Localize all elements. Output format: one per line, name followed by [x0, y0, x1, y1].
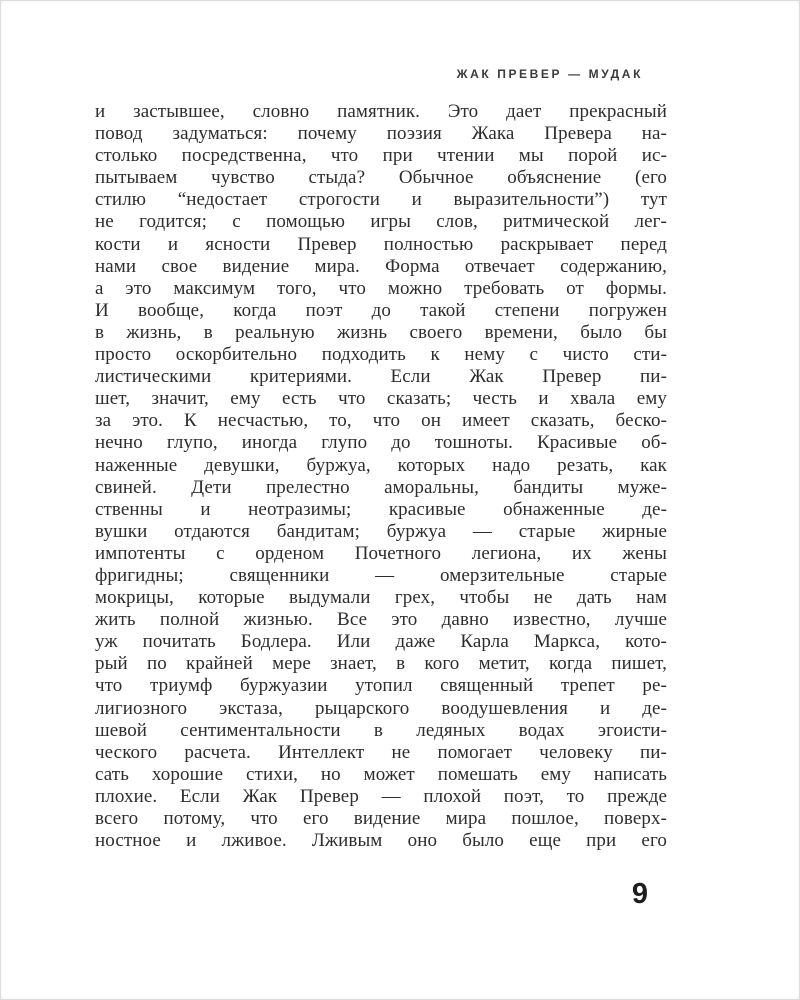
text-line: что триумф буржуазии утопил священный трепет ре-: [95, 675, 667, 697]
text-line: пытываем чувство стыда? Обычное объяснение (его: [95, 167, 667, 189]
text-line: уж почитать Бодлера. Или даже Карла Маркса, кото-: [95, 631, 667, 653]
text-line: наженные девушки, буржуа, которых надо резать, как: [95, 454, 667, 476]
text-line: кости и ясности Превер полностью раскрывает перед: [95, 233, 667, 255]
text-line: не годится; с помощью игры слов, ритмической лег-: [95, 211, 667, 233]
text-line: сать хорошие стихи, но может помешать ему написать: [95, 763, 667, 785]
running-head: ЖАК ПРЕВЕР — МУДАК: [456, 67, 643, 81]
text-line: И вообще, когда поэт до такой степени погружен: [95, 299, 667, 321]
text-line: рый по крайней мере знает, в кого метит, когда пишет,: [95, 653, 667, 675]
text-line: плохие. Если Жак Превер — плохой поэт, то прежде: [95, 785, 667, 807]
text-line: нами свое видение мира. Форма отвечает содержанию,: [95, 255, 667, 277]
text-line: мокрицы, которые выдумали грех, чтобы не дать нам: [95, 587, 667, 609]
text-line: листическими критериями. Если Жак Превер пи-: [95, 366, 667, 388]
text-line: столько посредственна, что при чтении мы порой ис-: [95, 145, 667, 167]
text-line: всего потому, что его видение мира пошлое, поверх-: [95, 808, 667, 829]
text-line: просто оскорбительно подходить к нему с чисто сти-: [95, 344, 667, 366]
text-line: импотенты с орденом Почетного легиона, их жены: [95, 542, 667, 564]
text-line: вушки отдаются бандитам; буржуа — старые жирные: [95, 520, 667, 542]
text-line: жить полной жизнью. Все это давно известно, лучше: [95, 609, 667, 631]
text-line: свиней. Дети прелестно аморальны, бандиты муже-: [95, 476, 667, 498]
text-line: нечно глупо, иногда глупо до тошноты. Красивые об-: [95, 432, 667, 454]
text-line: ностное и лживое. Лживым оно было еще при его: [95, 830, 667, 852]
text-line: лигиозного экстаза, рыцарского воодушевления и де-: [95, 697, 667, 719]
text-line: и застывшее, словно памятник. Это дает прекрасный: [95, 101, 667, 122]
page-number: 9: [631, 878, 648, 910]
text-line: шет, значит, ему есть что сказать; честь и хвала ему: [95, 388, 667, 410]
text-line: а это максимум того, что можно требовать от формы.: [95, 277, 667, 299]
text-line: шевой сентиментальности в ледяных водах эгоисти-: [95, 719, 667, 741]
text-line: в жизнь, в реальную жизнь своего времени, было бы: [95, 321, 667, 343]
text-line: стилю “недостает строгости и выразительности”) тут: [95, 189, 667, 211]
text-line: ственны и неотразимы; красивые обнаженные де-: [95, 498, 667, 520]
text-line: ческого расчета. Интеллект не помогает человеку пи-: [95, 741, 667, 763]
text-line: фригидны; священники — омерзительные старые: [95, 564, 667, 586]
text-line: за это. К несчастью, то, что он имеет сказать, беско-: [95, 410, 667, 432]
text-line: повод задуматься: почему поэзия Жака Превера на-: [95, 123, 667, 145]
body-text: [95, 101, 667, 852]
